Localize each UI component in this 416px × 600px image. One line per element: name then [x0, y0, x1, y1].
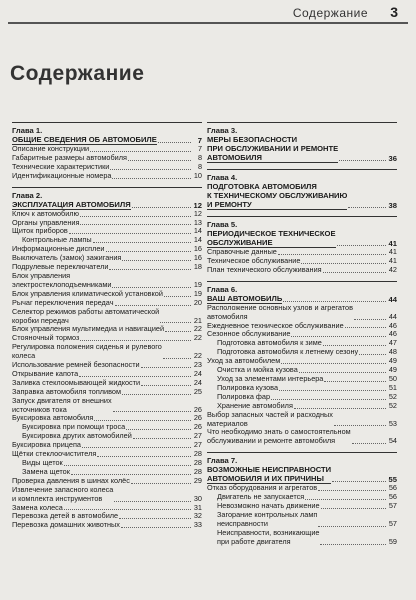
spacer: [207, 210, 397, 213]
leader-dots: [97, 456, 191, 457]
entry-title: Подготовка автомобиля к зиме: [217, 338, 322, 348]
toc-entry: [207, 266, 397, 275]
entry-page-number: 8: [197, 161, 202, 171]
toc-entry: [12, 521, 202, 530]
entry-page-number: 24: [193, 377, 202, 387]
entry-title: Подготовка автомобиля к летнему сезону: [217, 347, 359, 357]
leader-dots: [163, 358, 191, 359]
leader-dots: [281, 363, 386, 364]
chapter-title: ПЕРИОДИЧЕСКОЕ ТЕХНИЧЕСКОЕ ОБСЛУЖИВАНИЕ: [207, 229, 336, 247]
entry-page-number: 14: [193, 235, 202, 245]
leader-dots: [112, 287, 191, 288]
leader-dots: [119, 518, 191, 519]
entry-page-number: 31: [193, 502, 202, 512]
leader-dots: [64, 509, 191, 510]
entry-page-number: 42: [388, 264, 397, 274]
entry-page-number: 57: [388, 501, 397, 511]
entry-page-number: 26: [193, 404, 202, 414]
entry-title: Сезонное обслуживание: [207, 329, 291, 339]
entry-page-number: 22: [193, 351, 202, 361]
leader-dots: [337, 245, 386, 246]
leader-dots: [348, 207, 386, 208]
entry-page-number: 28: [193, 458, 202, 467]
entry-title: Описание конструкции: [12, 144, 90, 153]
entry-page-number: 32: [193, 511, 202, 521]
entry-title: Невозможно начать движение: [217, 501, 320, 511]
chapter-page-number: 12: [193, 200, 202, 210]
entry-page-number: 41: [388, 247, 397, 256]
entry-title: Заправка автомобиля топливом: [12, 386, 121, 396]
chapter-label: Глава 5.: [207, 220, 238, 229]
entry-page-number: 18: [193, 262, 202, 272]
leader-dots: [359, 354, 386, 355]
spacer: [207, 163, 397, 166]
leader-dots: [318, 490, 386, 491]
leader-dots: [93, 242, 191, 243]
leader-dots: [109, 269, 191, 270]
entry-title: Буксировка других автомобилей: [22, 431, 132, 441]
spacer: [207, 446, 397, 449]
leader-dots: [301, 263, 386, 264]
entry-title: Технические характеристики: [12, 161, 110, 171]
entry-page-number: 12: [193, 208, 202, 218]
chapter-page-number: 38: [388, 201, 397, 210]
entry-title: Щиток приборов: [12, 226, 68, 236]
entry-page-number: 33: [193, 520, 202, 530]
entry-page-number: 28: [193, 449, 202, 459]
entry-title: Загорание контрольных ламп неисправности: [217, 509, 318, 528]
page-title: Содержание: [10, 62, 145, 85]
leader-dots: [291, 336, 386, 337]
entry-title: Ежедневное техническое обслуживание: [207, 320, 344, 330]
chapter-label: Глава 3.: [207, 126, 238, 135]
entry-title: План технического обслуживания: [207, 264, 322, 274]
entry-page-number: 26: [193, 422, 202, 432]
leader-dots: [112, 178, 191, 179]
entry-title: Расположение основных узлов и агрегатов автомобиля: [207, 302, 353, 321]
entry-title: Виды щеток: [22, 458, 63, 467]
spacer: [12, 530, 202, 533]
leader-dots: [345, 327, 386, 328]
entry-title: Выключатель (замок) зажигания: [12, 253, 122, 263]
leader-dots: [131, 483, 191, 484]
leader-dots: [141, 385, 191, 386]
entry-page-number: 50: [388, 373, 397, 383]
entry-page-number: 21: [193, 315, 202, 325]
entry-title: Рычаг переключения передач: [12, 297, 114, 307]
chapter-label: Глава 7.: [207, 456, 238, 466]
entry-page-number: 28: [193, 466, 202, 476]
chapter-page-number: 44: [388, 294, 397, 304]
entry-title: Буксировка автомобиля: [12, 413, 94, 423]
entry-page-number: 52: [388, 400, 397, 410]
leader-dots: [352, 443, 386, 444]
leader-dots: [299, 372, 386, 373]
entry-title: Идентификационные номера: [12, 170, 112, 180]
leader-dots: [90, 151, 191, 152]
entry-page-number: 7: [197, 144, 202, 153]
entry-title: Информационные дисплеи: [12, 244, 105, 254]
header-divider: [8, 22, 408, 24]
chapter-title: ВАШ АВТОМОБИЛЬ: [207, 293, 283, 303]
entry-page-number: 22: [193, 324, 202, 334]
leader-dots: [323, 345, 386, 346]
leader-dots: [283, 301, 386, 302]
toc-entry: [207, 529, 397, 547]
chapter-label: Глава 2.: [12, 190, 43, 200]
entry-title: Уход за автомобилем: [207, 356, 281, 366]
toc-entry: [12, 397, 202, 415]
chapter-title: ЭКСПЛУАТАЦИЯ АВТОМОБИЛЯ: [12, 199, 131, 209]
leader-dots: [126, 429, 191, 430]
entry-title: Открывание капота: [12, 368, 79, 378]
entry-title: Заливка стеклоомывающей жидкости: [12, 377, 141, 387]
entry-title: Что необходимо знать о самостоятельном обслуживании и ремонте автомобиля: [207, 427, 351, 446]
entry-title: Блок управления электростеклоподъемниками: [12, 270, 112, 289]
leader-dots: [271, 399, 386, 400]
chapter-title-row: [207, 229, 397, 248]
entry-title: Полировка фар: [217, 391, 271, 401]
entry-title: Блок управления климатической установкой: [12, 288, 163, 298]
entry-title: Селектор режимов работы автоматической коробки передач: [12, 306, 160, 325]
leader-dots: [113, 411, 191, 412]
entry-title: Запуск двигателя от внешних источников тока: [12, 395, 112, 414]
entry-page-number: 23: [193, 360, 202, 370]
spacer: [207, 275, 397, 278]
entry-title: Техническое обслуживание: [207, 255, 301, 265]
entry-title: Хранение автомобиля: [217, 400, 293, 410]
entry-title: Регулировка положения сиденья и рулевого колеса: [12, 342, 162, 361]
spacer: [12, 181, 202, 184]
toc-left-column: [12, 122, 202, 536]
leader-dots: [64, 465, 191, 466]
entry-title: Перевозка домашних животных: [12, 520, 120, 530]
spacer: [207, 547, 397, 550]
entry-title: Полировка кузова: [217, 382, 279, 392]
leader-dots: [320, 544, 386, 545]
entry-page-number: 56: [388, 483, 397, 493]
entry-title: Замена колеса: [12, 502, 63, 512]
leader-dots: [321, 508, 386, 509]
entry-page-number: 51: [388, 382, 397, 392]
toc-chapter: [207, 216, 397, 278]
page-header: [0, 0, 416, 30]
leader-dots: [114, 501, 191, 502]
entry-page-number: 19: [193, 288, 202, 298]
leader-dots: [158, 142, 191, 143]
leader-dots: [128, 160, 191, 161]
entry-title: Органы управления: [12, 217, 80, 227]
leader-dots: [165, 331, 191, 332]
chapter-title-row: [207, 135, 397, 163]
entry-page-number: 54: [388, 436, 397, 446]
leader-dots: [69, 233, 191, 234]
toc-chapter: [207, 122, 397, 166]
toc-entry: [12, 343, 202, 361]
chapter-label: Глава 4.: [207, 173, 238, 182]
leader-dots: [279, 390, 386, 391]
toc-entry: [207, 304, 397, 322]
entry-title: Перевозка детей в автомобиле: [12, 511, 119, 521]
entry-title: Габаритные размеры автомобиля: [12, 152, 127, 162]
toc-entry: [12, 486, 202, 504]
chapter-title: ПОДГОТОВКА АВТОМОБИЛЯ К ТЕХНИЧЕСКОМУ ОБСЛУЖИВАНИЮ И РЕМОНТУ: [207, 182, 348, 209]
chapter-title: ВОЗМОЖНЫЕ НЕИСПРАВНОСТИ АВТОМОБИЛЯ И ИХ ПРИЧИНЫ: [207, 465, 332, 484]
leader-dots: [164, 296, 191, 297]
leader-dots: [132, 207, 191, 208]
toc-chapter: [207, 281, 397, 450]
entry-page-number: 44: [388, 311, 397, 321]
entry-page-number: 46: [388, 320, 397, 330]
entry-title: Неисправности, возникающие при работе двигателя: [217, 527, 320, 546]
leader-dots: [106, 251, 192, 252]
entry-page-number: 10: [193, 170, 202, 180]
leader-dots: [160, 322, 191, 323]
entry-page-number: 41: [388, 255, 397, 265]
leader-dots: [141, 367, 191, 368]
leader-dots: [71, 474, 191, 475]
entry-page-number: 20: [193, 297, 202, 307]
chapter-page-number: 36: [388, 154, 397, 163]
entry-page-number: 29: [193, 475, 202, 485]
leader-dots: [354, 319, 386, 320]
entry-page-number: 14: [193, 226, 202, 236]
page-number: 3: [390, 4, 398, 20]
entry-page-number: 16: [193, 244, 202, 254]
toc-chapter: [207, 169, 397, 213]
leader-dots: [122, 394, 191, 395]
leader-dots: [121, 527, 191, 528]
toc-entry: [12, 308, 202, 326]
entry-page-number: 25: [193, 386, 202, 396]
entry-page-number: 19: [193, 279, 202, 289]
toc-entry: [12, 172, 202, 181]
leader-dots: [80, 216, 191, 217]
leader-dots: [305, 499, 386, 500]
leader-dots: [115, 305, 192, 306]
toc-entry: [207, 411, 397, 429]
entry-page-number: 46: [388, 329, 397, 339]
leader-dots: [294, 408, 386, 409]
leader-dots: [122, 260, 191, 261]
entry-page-number: 26: [193, 413, 202, 423]
toc-right-column: [207, 122, 397, 553]
entry-page-number: 49: [388, 365, 397, 375]
chapter-title: МЕРЫ БЕЗОПАСНОСТИ ПРИ ОБСЛУЖИВАНИИ И РЕМОНТЕ АВТОМОБИЛЯ: [207, 135, 339, 162]
leader-dots: [80, 340, 191, 341]
entry-page-number: 13: [193, 217, 202, 227]
entry-page-number: 57: [388, 518, 397, 528]
entry-page-number: 8: [197, 152, 202, 162]
entry-title: Щётки стеклоочистителя: [12, 449, 97, 459]
leader-dots: [318, 526, 386, 527]
leader-dots: [133, 438, 191, 439]
entry-title: Проверка давления в шинах колёс: [12, 475, 130, 485]
leader-dots: [334, 425, 386, 426]
entry-title: Стояночный тормоз: [12, 333, 80, 343]
entry-title: Двигатель не запускается: [217, 492, 305, 502]
entry-title: Извлечение запасного колеса и комплекта инструментов: [12, 484, 114, 503]
entry-page-number: 27: [193, 440, 202, 450]
entry-title: Использование ремней безопасности: [12, 360, 140, 370]
entry-title: Отказ оборудования и агрегатов: [207, 483, 318, 493]
leader-dots: [332, 481, 386, 482]
entry-title: Буксировка прицепа: [12, 440, 81, 450]
entry-title: Очистка и мойка кузова: [217, 365, 298, 375]
toc-entry: [207, 511, 397, 529]
entry-title: Контрольные лампы: [22, 235, 92, 245]
toc-entry: [207, 428, 397, 446]
entry-page-number: 30: [193, 493, 202, 503]
toc-chapter: [207, 452, 397, 549]
leader-dots: [278, 254, 386, 255]
entry-title: Подрулевые переключатели: [12, 262, 109, 272]
chapter-label: Глава 1.: [12, 126, 43, 135]
toc-chapter: [12, 122, 202, 184]
leader-dots: [94, 420, 191, 421]
entry-title: Уход за элементами интерьера: [217, 373, 324, 383]
chapter-page-number: 7: [197, 136, 202, 145]
entry-title: Справочные данные: [207, 247, 277, 256]
entry-page-number: 56: [388, 492, 397, 502]
entry-page-number: 27: [193, 431, 202, 441]
chapter-title: ОБЩИЕ СВЕДЕНИЯ ОБ АВТОМОБИЛЕ: [12, 135, 157, 144]
entry-title: Замена щеток: [22, 466, 70, 476]
entry-title: Выбор запасных частей и расходных материалов: [207, 409, 333, 428]
toc-entry: [12, 272, 202, 290]
entry-page-number: 24: [193, 368, 202, 378]
entry-page-number: 49: [388, 356, 397, 366]
entry-page-number: 16: [193, 253, 202, 263]
entry-page-number: 59: [388, 536, 397, 546]
leader-dots: [339, 160, 386, 161]
chapter-page-number: 55: [388, 475, 397, 485]
chapter-title-row: [207, 182, 397, 210]
running-head: Содержание: [292, 6, 368, 20]
entry-page-number: 48: [388, 347, 397, 357]
leader-dots: [79, 376, 191, 377]
leader-dots: [324, 381, 386, 382]
entry-title: Буксировка при помощи троса: [22, 422, 126, 432]
entry-page-number: 47: [388, 338, 397, 348]
leader-dots: [80, 224, 191, 225]
chapter-title-row: [207, 465, 397, 484]
entry-page-number: 22: [193, 333, 202, 343]
toc-chapter: [12, 187, 202, 534]
leader-dots: [82, 447, 191, 448]
entry-title: Блок управления мультимедиа и навигацией: [12, 324, 165, 334]
entry-page-number: 53: [388, 418, 397, 428]
entry-page-number: 52: [388, 391, 397, 401]
leader-dots: [110, 169, 191, 170]
leader-dots: [323, 272, 386, 273]
chapter-label: Глава 6.: [207, 284, 238, 294]
chapter-page-number: 41: [388, 239, 397, 248]
entry-title: Ключ к автомобилю: [12, 208, 80, 218]
